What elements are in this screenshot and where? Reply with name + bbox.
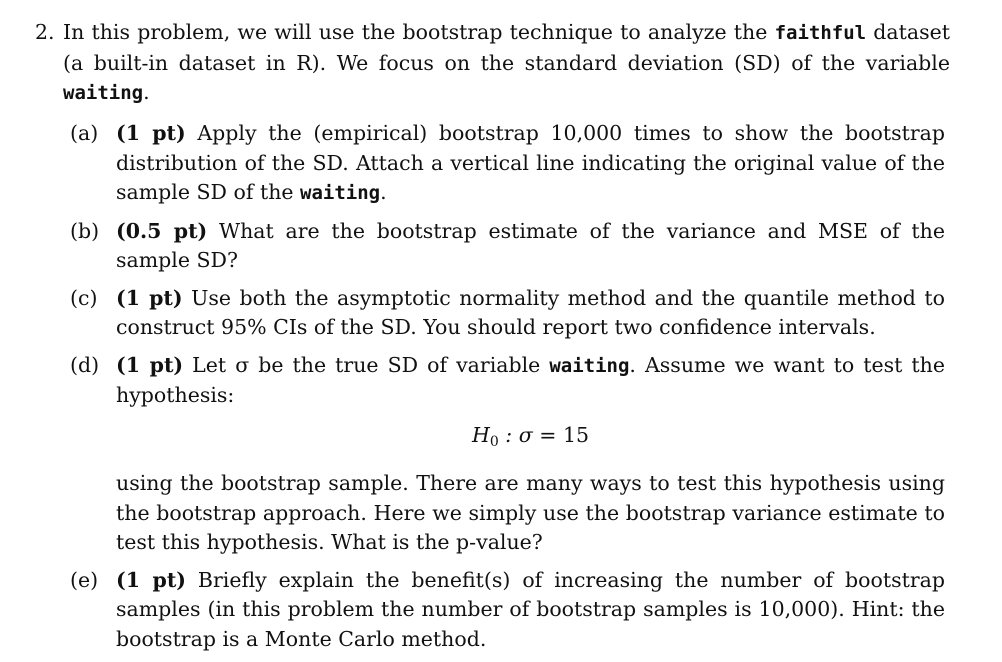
problem-number: 2. — [35, 20, 55, 44]
part-d-text-3: using the bootstrap sample. There are many ways to test this hypothesis using the bootstrap approach. Here we simply use the bootstrap variance estimate to test this hypothesis. What is the p-value? — [116, 471, 945, 554]
variable-name: waiting — [63, 82, 144, 104]
part-a — [70, 119, 945, 209]
part-a-text-1: Apply the (empirical) bootstrap 10,000 times to show the bootstrap distribution of the SD. Attach a vertical line indicating the original value of the sample SD of the — [116, 121, 946, 204]
part-d-question — [116, 351, 945, 411]
part-c-label: (c) — [70, 285, 98, 310]
part-d-points: (1 pt) — [116, 352, 184, 377]
part-c — [70, 284, 945, 343]
parts-list — [70, 119, 945, 662]
intro-text-2: dataset (a built-in dataset in R). We focus on the standard deviation (SD) of the variable — [63, 20, 950, 75]
part-d-text-1: Let σ be the true SD of variable — [183, 352, 550, 377]
problem-intro — [63, 18, 950, 109]
part-b-text: What are the bootstrap estimate of the variance and MSE of the sample SD? — [116, 218, 945, 272]
part-b-label: (b) — [70, 218, 100, 243]
intro-text-1: In this problem, we will use the bootstrap technique to analyze the — [63, 20, 775, 44]
part-e-label: (e) — [70, 567, 99, 592]
part-a-label: (a) — [70, 121, 99, 145]
part-d-body — [116, 351, 945, 558]
part-b — [70, 217, 945, 276]
hypothesis-equation — [116, 411, 945, 470]
equation-subscript: 0 — [489, 433, 499, 450]
part-b-body — [116, 217, 945, 276]
part-e-points: (1 pt) — [116, 567, 187, 592]
part-d-text-2: . Assume we want to test the hypothesis: — [116, 352, 946, 407]
part-a-points: (1 pt) — [116, 121, 186, 145]
part-d — [70, 351, 945, 558]
equation-value: 15 — [562, 422, 590, 447]
equation-op: : σ = — [498, 422, 563, 447]
part-e — [70, 566, 945, 655]
part-d-code: waiting — [549, 354, 630, 377]
part-a-code: waiting — [300, 182, 381, 204]
part-b-points: (0.5 pt) — [116, 218, 208, 243]
part-c-body — [116, 284, 945, 343]
part-d-label: (d) — [70, 352, 100, 377]
dataset-name: faithful — [774, 22, 867, 44]
problem-statement — [35, 18, 950, 109]
equation-lhs: H — [471, 422, 490, 447]
part-c-text: Use both the asymptotic normality method and the quantile method to construct 95% CIs of the SD. You should report two confidence intervals. — [116, 285, 946, 339]
part-a-text-end: . — [380, 180, 387, 204]
part-e-text: Briefly explain the benefit(s) of increasing the number of bootstrap samples (in this problem the number of bootstrap samples is 10,000). Hint: the bootstrap is a Monte Carlo method. — [116, 567, 945, 651]
part-e-body — [116, 566, 945, 655]
intro-end: . — [143, 80, 150, 104]
part-c-points: (1 pt) — [116, 285, 183, 310]
part-a-body — [116, 119, 945, 209]
